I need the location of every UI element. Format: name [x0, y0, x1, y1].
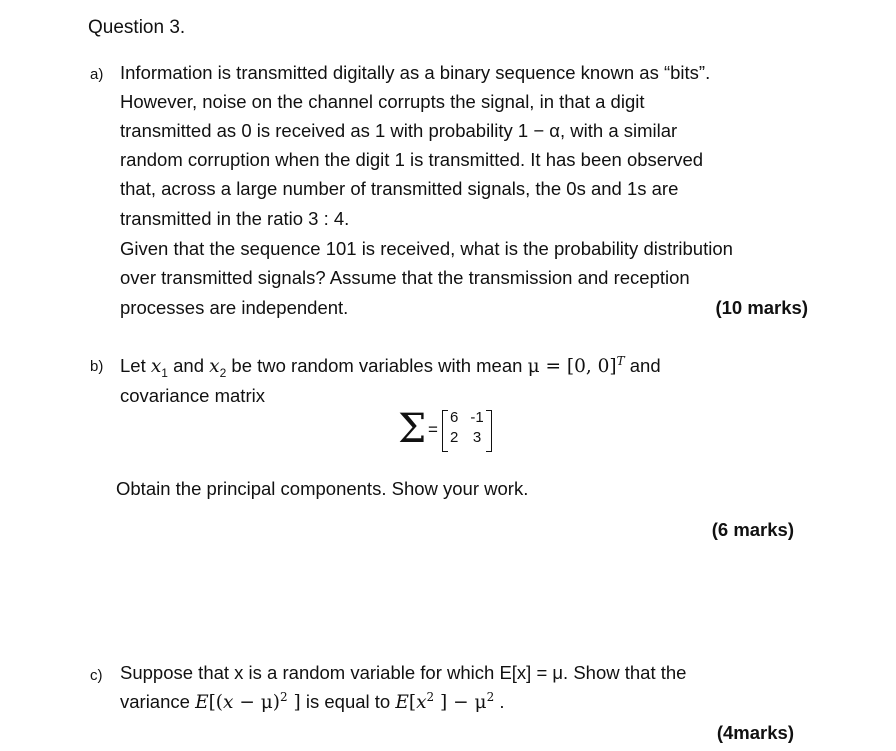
equals-sign: = — [428, 420, 438, 439]
part-b-line-1: Let $x_1$ and $x_2$ be two random variables with mean μ = [0, 0]$^T$ and — [120, 354, 661, 380]
question-title: Question 3. — [88, 17, 186, 38]
sigma-symbol: Σ — [398, 406, 427, 452]
part-a-marks: (10 marks) — [715, 297, 808, 318]
part-b-marks: (6 marks) — [711, 519, 794, 540]
matrix-cell: 3 — [472, 429, 482, 446]
part-a-line-9: processes are independent. — [120, 297, 349, 318]
part-a-line-1: Information is transmitted digitally as a binary sequence known as “bits”. — [120, 62, 711, 83]
matrix-cell: 2 — [450, 429, 459, 446]
matrix-cell: 6 — [450, 409, 459, 426]
part-c-line-2: variance $E[(x - \mu)^2$ ] is equal to $E[x^2$ ] − $\mu^2$ . — [120, 690, 505, 714]
part-c-marks: (4marks) — [716, 722, 794, 743]
part-a-line-6: transmitted in the ratio 3 : 4. — [120, 208, 350, 229]
part-a-line-5: that, across a large number of transmitted signals, the 0s and 1s are — [120, 178, 679, 199]
part-a-line-4: random corruption when the digit 1 is transmitted. It has been observed — [120, 149, 704, 170]
mean-expression: μ = [0, 0] — [527, 356, 617, 378]
part-b-line-2: covariance matrix — [120, 385, 265, 406]
part-a-label: a) — [90, 66, 104, 83]
part-c-label: c) — [90, 667, 103, 684]
left-bracket — [442, 410, 448, 452]
part-a-line-7: Given that the sequence 101 is received, what is the probability distribution — [120, 238, 733, 259]
covariance-matrix — [444, 408, 490, 448]
part-a-line-2: However, noise on the channel corrupts the signal, in that a digit — [120, 91, 645, 112]
part-b-label: b) — [90, 358, 104, 375]
part-b-instruction: Obtain the principal components. Show your work. — [116, 478, 529, 499]
right-bracket — [486, 410, 492, 452]
part-a-line-8: over transmitted signals? Assume that the transmission and reception — [120, 267, 690, 288]
matrix-cell: -1 — [470, 409, 484, 426]
part-c-line-1: Suppose that x is a random variable for which E[x] = μ. Show that the — [120, 662, 687, 683]
part-a-line-3: transmitted as 0 is received as 1 with probability 1 − α, with a similar — [120, 120, 678, 141]
